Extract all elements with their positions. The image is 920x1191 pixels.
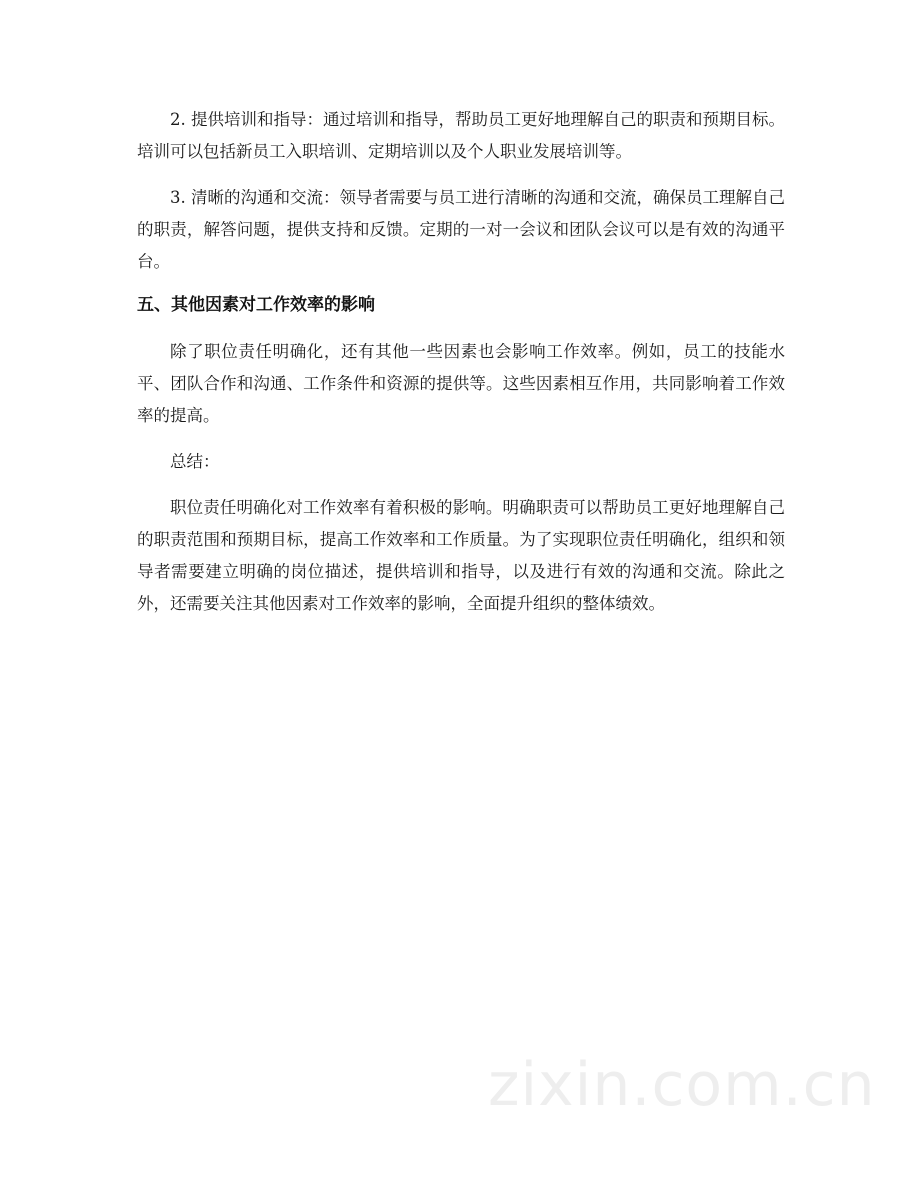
paragraph-training: 2. 提供培训和指导：通过培训和指导，帮助员工更好地理解自己的职责和预期目标。培训可以包括新员工入职培训、定期培训以及个人职业发展培训等。 xyxy=(137,110,785,161)
document-body xyxy=(137,104,785,634)
paragraph-communication: 3. 清晰的沟通和交流：领导者需要与员工进行清晰的沟通和交流，确保员工理解自己的职责，解答问题，提供支持和反馈。定期的一对一会议和团队会议可以是有效的沟通平台。 xyxy=(137,188,785,271)
watermark: zixin.com.cn xyxy=(488,1050,876,1120)
section-heading: 五、其他因素对工作效率的影响 xyxy=(137,295,375,315)
paragraph-other-factors: 除了职位责任明确化，还有其他一些因素也会影响工作效率。例如，员工的技能水平、团队合作和沟通、工作条件和资源的提供等。这些因素相互作用，共同影响着工作效率的提高。 xyxy=(137,342,785,425)
summary-label: 总结： xyxy=(170,452,220,471)
paragraph-summary: 职位责任明确化对工作效率有着积极的影响。明确职责可以帮助员工更好地理解自己的职责范围和预期目标，提高工作效率和工作质量。为了实现职位责任明确化，组织和领导者需要建立明确的岗位描述，提供培训和指导，以及进行有效的沟通和交流。除此之外，还需要关注其他因素对工作效率的影响，全面提升组织的整体绩效。 xyxy=(137,498,785,613)
